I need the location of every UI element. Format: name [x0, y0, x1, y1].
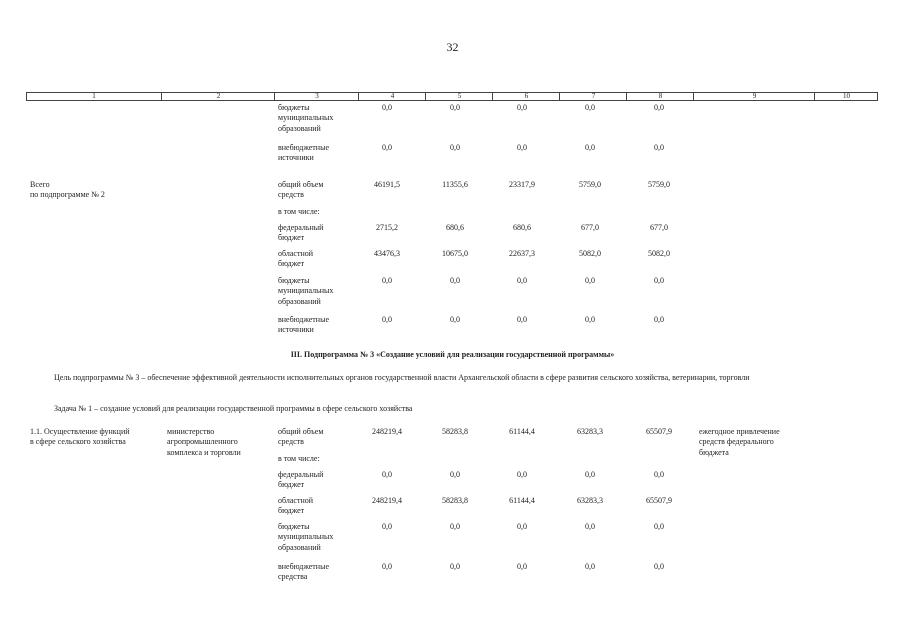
- column-number: 5: [425, 93, 493, 100]
- block2-value-col4: 43476,3: [374, 249, 400, 258]
- block1-value-col7: 0,0: [585, 143, 595, 152]
- block2-value-col4: 0,0: [382, 315, 392, 324]
- block2-row-label: бюджеты муниципальных образований: [278, 276, 334, 306]
- block3-value-col8: 65507,9: [646, 496, 672, 505]
- block2-value-col5: 0,0: [450, 276, 460, 285]
- block1-row-label: бюджеты муниципальных образований: [278, 103, 334, 133]
- column-number: 2: [161, 93, 275, 100]
- block3-row-label: внебюджетные средства: [278, 562, 329, 582]
- block3-value-col6: 61144,4: [509, 427, 535, 436]
- block2-row-label: федеральный бюджет: [278, 223, 324, 243]
- block3-row-label: общий объем средств: [278, 427, 324, 447]
- block1-value-col4: 0,0: [382, 143, 392, 152]
- block1-value-col8: 0,0: [654, 103, 664, 112]
- block3-value-col8: 0,0: [654, 470, 664, 479]
- block3-value-col5: 58283,8: [442, 496, 468, 505]
- goal-paragraph: [32, 373, 880, 383]
- block3-value-col7: 0,0: [585, 470, 595, 479]
- block1-row-label: внебюджетные источники: [278, 143, 329, 163]
- column-number-header: [26, 92, 878, 101]
- block3-value-col4: 0,0: [382, 562, 392, 571]
- block3-value-col6: 0,0: [517, 522, 527, 531]
- expected-result: ежегодное привлечение средств федерального бюджета: [699, 427, 780, 457]
- block3-row-label: федеральный бюджет: [278, 470, 324, 490]
- block1-value-col5: 0,0: [450, 143, 460, 152]
- column-number: 3: [274, 93, 359, 100]
- block2-value-col8: 0,0: [654, 315, 664, 324]
- block3-value-col4: 0,0: [382, 522, 392, 531]
- block2-value-col5: 10675,0: [442, 249, 468, 258]
- block2-value-col7: 0,0: [585, 315, 595, 324]
- measure-name: 1.1. Осуществление функций в сфере сельского хозяйства: [30, 427, 130, 447]
- block2-value-col6: 22637,3: [509, 249, 535, 258]
- block2-value-col7: 5082,0: [579, 249, 601, 258]
- block1-value-col6: 0,0: [517, 143, 527, 152]
- block2-value-col5: 11355,6: [442, 180, 468, 189]
- block2-value-col4: 46191,5: [374, 180, 400, 189]
- block3-value-col7: 63283,3: [577, 496, 603, 505]
- block2-row-label: общий объем средств: [278, 180, 324, 200]
- block2-value-col6: 0,0: [517, 276, 527, 285]
- column-number: 4: [358, 93, 426, 100]
- block2-row-label: в том числе:: [278, 207, 320, 216]
- block1-value-col8: 0,0: [654, 143, 664, 152]
- block3-value-col7: 0,0: [585, 562, 595, 571]
- task-text: Задача № 1 – создание условий для реализации государственной программы в сфере сельского хозяйства: [54, 404, 413, 413]
- block3-value-col5: 0,0: [450, 470, 460, 479]
- block3-value-col4: 0,0: [382, 470, 392, 479]
- executor-name: министерство агропромышленного комплекса и торговли: [167, 427, 241, 457]
- block3-value-col6: 0,0: [517, 470, 527, 479]
- block2-value-col7: 5759,0: [579, 180, 601, 189]
- block2-value-col7: 677,0: [581, 223, 599, 232]
- block1-value-col7: 0,0: [585, 103, 595, 112]
- task-paragraph: [32, 404, 880, 414]
- column-number: 10: [814, 93, 878, 100]
- block2-value-col8: 5082,0: [648, 249, 670, 258]
- block3-value-col5: 0,0: [450, 522, 460, 531]
- block3-value-col8: 0,0: [654, 522, 664, 531]
- column-number: 1: [92, 92, 96, 100]
- block3-row-label: областной бюджет: [278, 496, 314, 516]
- goal-text: Цель подпрограммы № 3 – обеспечение эффективной деятельности исполнительных органов государственной власти Архангельской области в сфере развития сельского хозяйства, ветеринарии, торговли: [54, 373, 750, 382]
- block3-value-col4: 248219,4: [372, 427, 402, 436]
- column-number: 8: [626, 93, 694, 100]
- subprogram-total-title: Всего по подпрограмме № 2: [30, 180, 105, 200]
- block3-value-col8: 0,0: [654, 562, 664, 571]
- block2-value-col5: 0,0: [450, 315, 460, 324]
- block2-value-col6: 0,0: [517, 315, 527, 324]
- block2-value-col6: 23317,9: [509, 180, 535, 189]
- block2-value-col4: 0,0: [382, 276, 392, 285]
- block3-row-label: бюджеты муниципальных образований: [278, 522, 334, 552]
- block3-value-col8: 65507,9: [646, 427, 672, 436]
- block2-row-label: внебюджетные источники: [278, 315, 329, 335]
- block3-value-col4: 248219,4: [372, 496, 402, 505]
- block2-value-col6: 680,6: [513, 223, 531, 232]
- block3-value-col7: 0,0: [585, 522, 595, 531]
- block2-value-col8: 5759,0: [648, 180, 670, 189]
- section-title: III. Подпрограмма № 3 «Создание условий для реализации государственной программы»: [290, 350, 615, 359]
- page-number: 32: [446, 40, 459, 54]
- block2-value-col8: 0,0: [654, 276, 664, 285]
- block1-value-col5: 0,0: [450, 103, 460, 112]
- block3-value-col6: 0,0: [517, 562, 527, 571]
- block2-value-col7: 0,0: [585, 276, 595, 285]
- block2-row-label: областной бюджет: [278, 249, 314, 269]
- block2-value-col8: 677,0: [650, 223, 668, 232]
- column-number: 6: [492, 93, 560, 100]
- block2-value-col4: 2715,2: [376, 223, 398, 232]
- block3-value-col5: 0,0: [450, 562, 460, 571]
- block1-value-col4: 0,0: [382, 103, 392, 112]
- block2-value-col5: 680,6: [446, 223, 464, 232]
- block1-value-col6: 0,0: [517, 103, 527, 112]
- column-number: 9: [693, 93, 815, 100]
- block3-row-label: в том числе:: [278, 454, 320, 463]
- column-number: 7: [559, 93, 627, 100]
- block3-value-col7: 63283,3: [577, 427, 603, 436]
- block3-value-col6: 61144,4: [509, 496, 535, 505]
- block3-value-col5: 58283,8: [442, 427, 468, 436]
